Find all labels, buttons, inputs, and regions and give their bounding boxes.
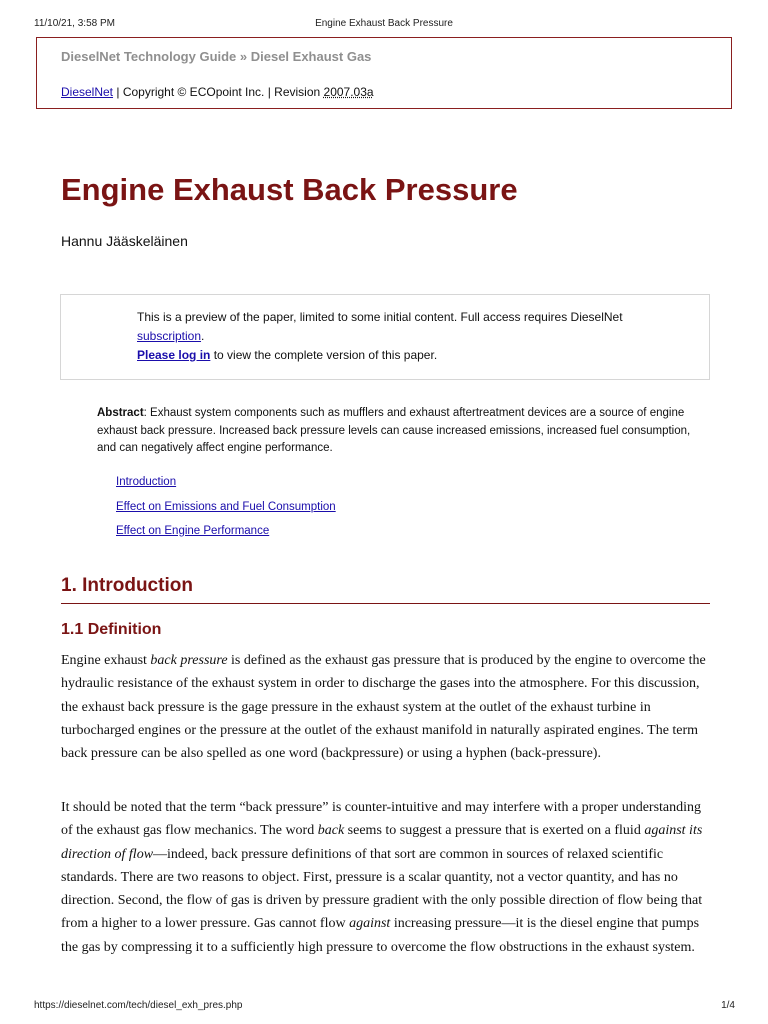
para2-text: It should be noted that the term “back pressure” is counter-intuitive and may interfere with a proper understanding of the exhaust gas flow mechanics. The word (61, 800, 702, 839)
preview-period: . (201, 329, 205, 343)
paragraph-back-pressure-note (61, 796, 711, 959)
login-link[interactable]: Please log in (137, 348, 211, 362)
para1-text: Engine exhaust (61, 653, 151, 668)
page-number: 1/4 (721, 1000, 735, 1011)
para1-text: is defined as the exhaust gas pressure that is produced by the engine to overcome the hydraulic resistance of the exhaust system in order to discharge the gases into the atmosphere. For this discussion, the exhaust back pressure is the gage pressure in the exhaust system at the outlet of the exhaust turbine in turbocharged engines or the pressure at the outlet of the exhaust manifold in naturally aspirated engines. The term back pressure can be also spelled as one word (backpressure) or using a hyphen (back-pressure). (61, 653, 706, 762)
page-title: Engine Exhaust Back Pressure (61, 172, 518, 207)
author-name: Hannu Jääskeläinen (61, 233, 188, 249)
revision-number: 2007.03a (323, 85, 374, 99)
print-header (0, 0, 768, 29)
paragraph-definition (61, 649, 711, 765)
para2-text: —indeed, back pressure definitions of that sort are common in sources of relaxed scientific standards. There are two reasons to object. First, pressure is a scalar quantity, not a vector quantity, and has no direction. Second, the flow of gas is driven by pressure gradient with the only possible direction of flow being that from a higher to a lower pressure. Gas cannot flow (61, 846, 703, 932)
print-page-title: Engine Exhaust Back Pressure (315, 18, 453, 29)
subscription-link[interactable]: subscription (137, 329, 202, 343)
para2-text: seems to suggest a pressure that is exerted on a fluid (344, 823, 645, 839)
preview-notice-text (137, 308, 677, 365)
section-heading-introduction: 1. Introduction (61, 575, 710, 604)
para2-emphasis: against its direction of flow (61, 823, 703, 862)
login-message: to view the complete version of this paper. (210, 348, 438, 362)
copyright-line (61, 85, 374, 99)
para2-emphasis: against (349, 916, 391, 932)
copyright-text: | Copyright © ECOpoint Inc. | Revision (113, 85, 324, 99)
breadcrumb: DieselNet Technology Guide » Diesel Exhaust Gas (61, 49, 372, 64)
dieselnet-link[interactable]: DieselNet (61, 85, 114, 99)
para2-emphasis: back (317, 823, 345, 839)
site-banner (36, 37, 732, 109)
preview-notice-box (60, 294, 710, 380)
abstract-label: Abstract (97, 407, 144, 419)
toc-link-performance[interactable]: Effect on Engine Performance (116, 525, 270, 537)
preview-message: This is a preview of the paper, limited to some initial content. Full access requires DieselNet (137, 310, 623, 324)
toc-link-introduction[interactable]: Introduction (116, 476, 177, 488)
para2-text: increasing pressure—it is the diesel engine that pumps the gas by compressing it to a sufficiently high pressure to overcome the flow obstructions in the exhaust system. (61, 916, 700, 955)
abstract-text: : Exhaust system components such as mufflers and exhaust aftertreatment devices are a source of engine exhaust back pressure. Increased back pressure levels can cause increased emissions, increased fuel consumption, and can negatively affect engine performance. (97, 407, 691, 454)
table-of-contents (116, 476, 336, 550)
subsection-heading-definition: 1.1 Definition (61, 621, 162, 638)
abstract (97, 405, 697, 458)
print-datetime: 11/10/21, 3:58 PM (34, 18, 115, 29)
page-url: https://dieselnet.com/tech/diesel_exh_pres.php (34, 1000, 243, 1011)
para1-emphasis: back pressure (150, 653, 228, 668)
toc-link-emissions[interactable]: Effect on Emissions and Fuel Consumption (116, 500, 336, 513)
